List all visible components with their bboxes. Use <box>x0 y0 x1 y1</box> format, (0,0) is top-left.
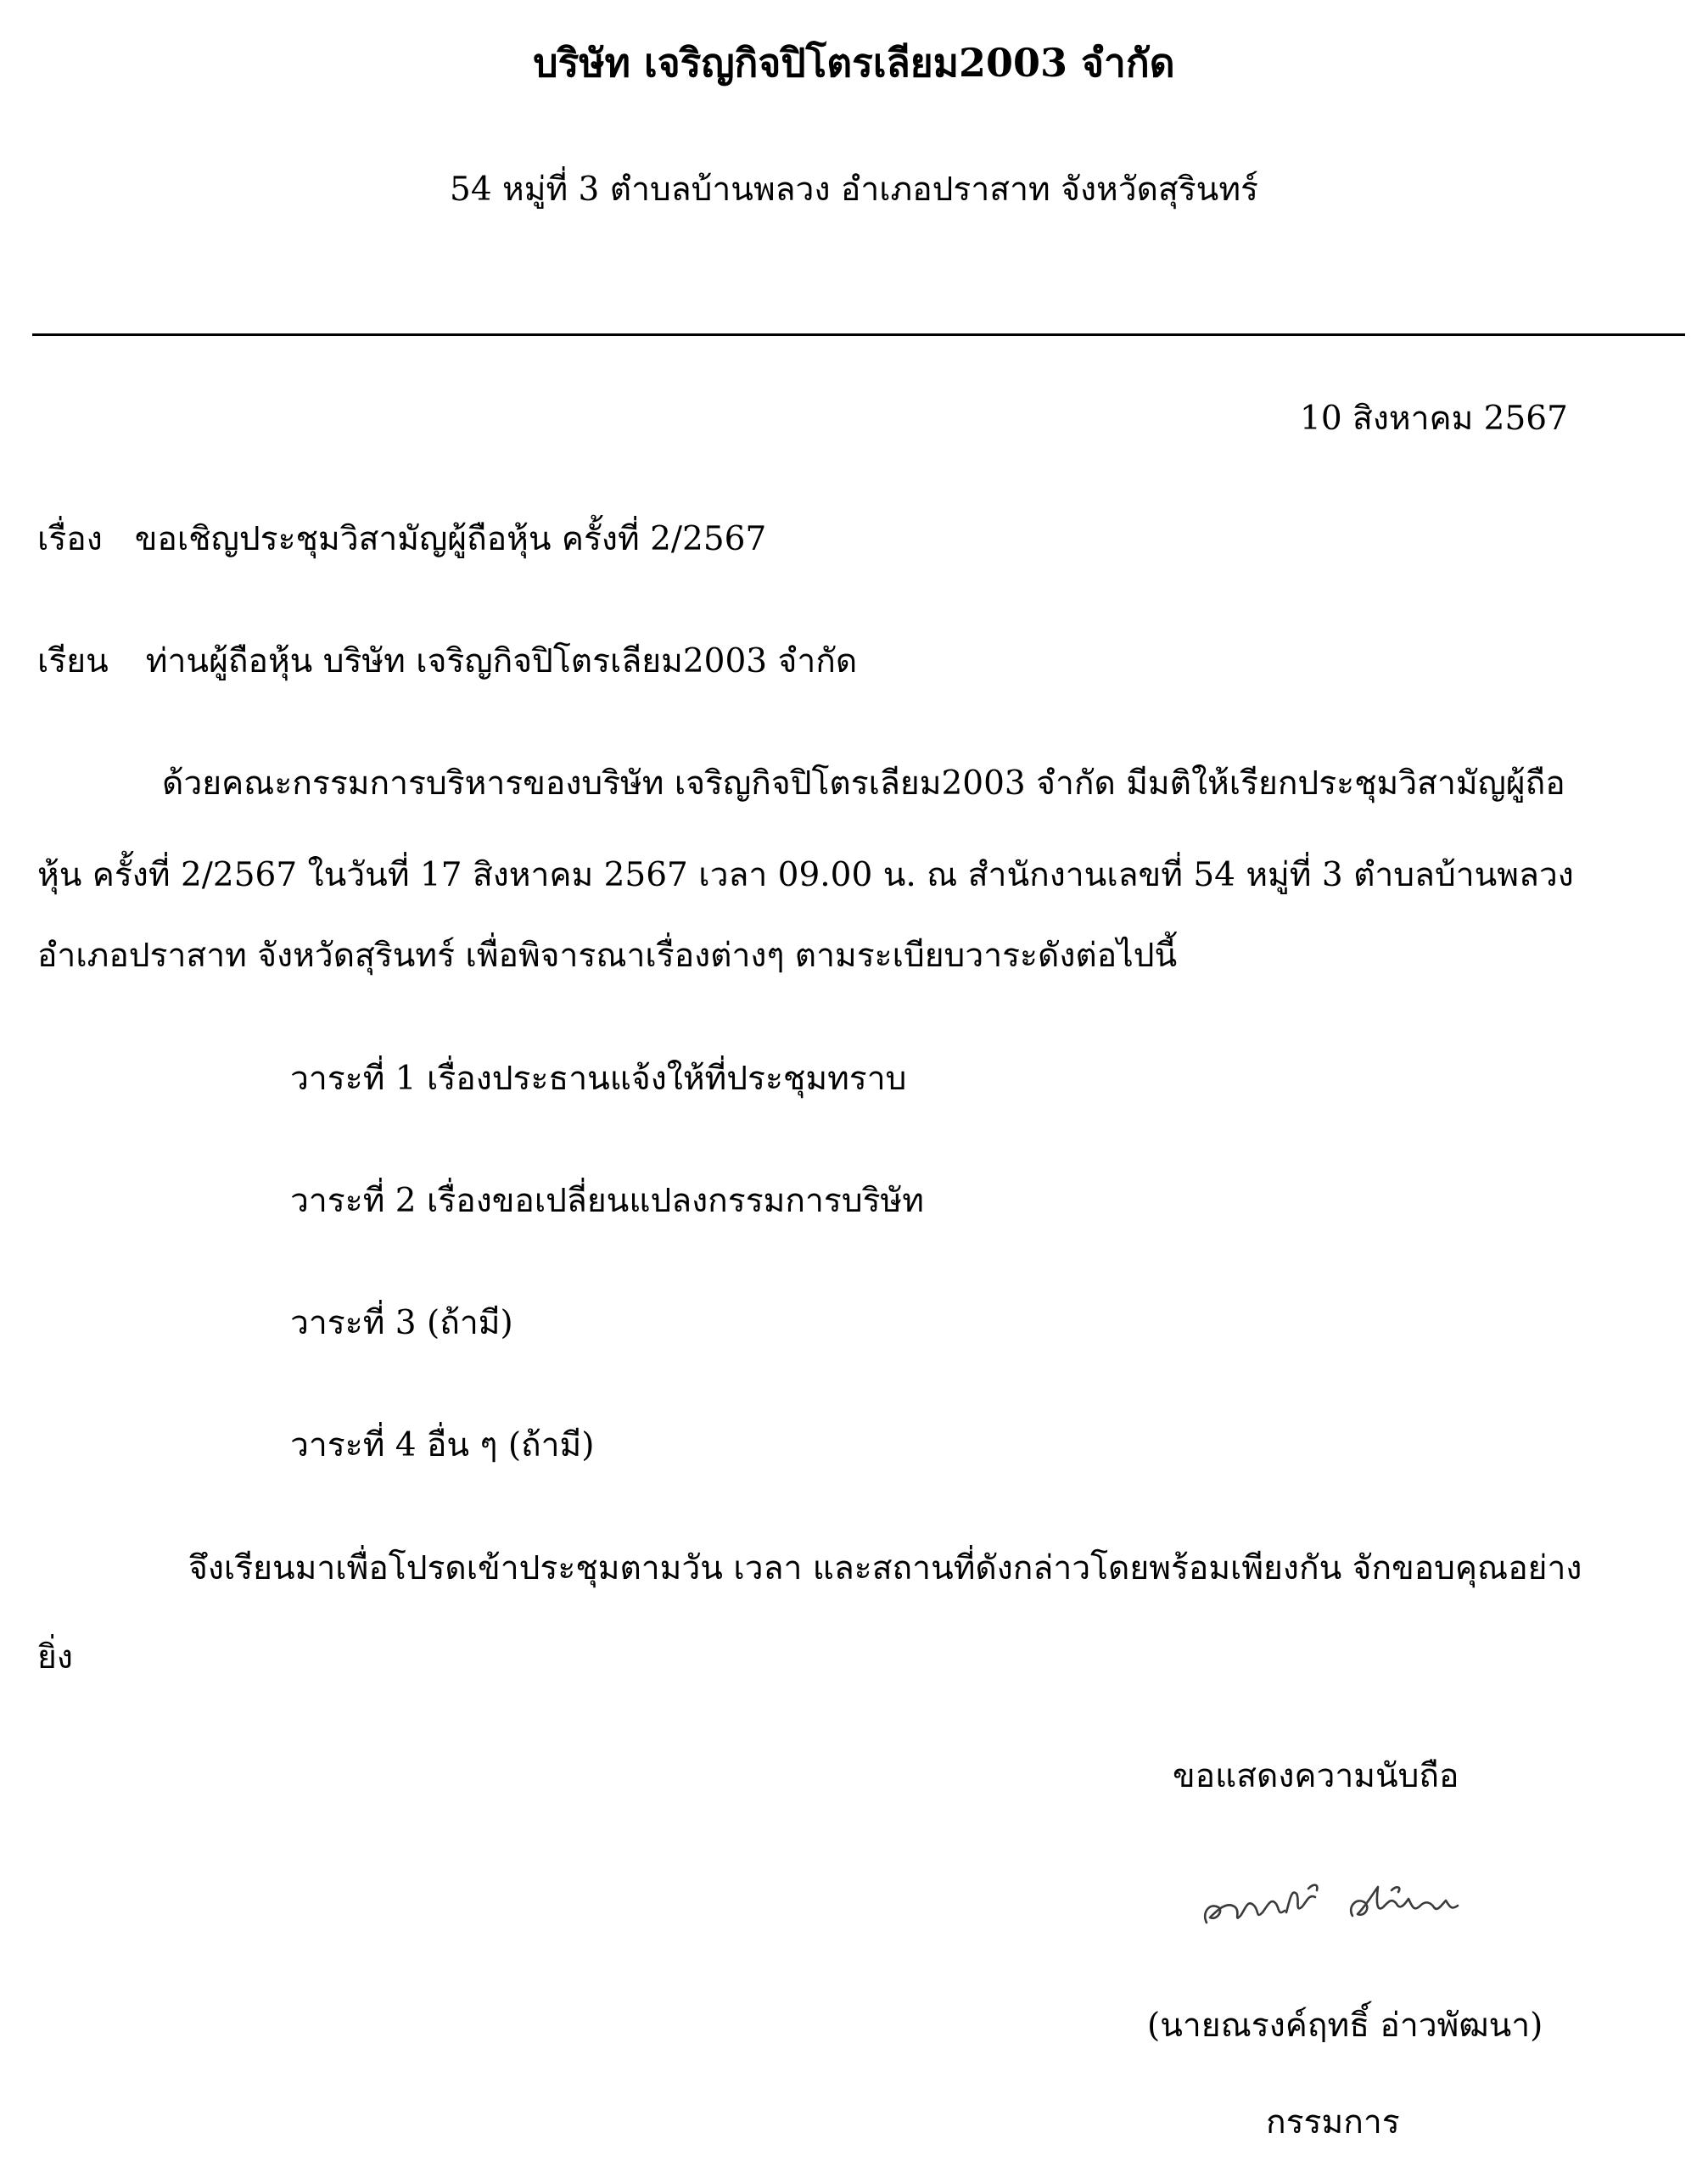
subject-line <box>37 512 766 565</box>
company-name: บริษัท เจริญกิจปิโตรเลียม2003 จำกัด <box>533 40 1175 86</box>
body-line-1: ด้วยคณะกรรมการบริหารของบริษัท เจริญกิจปิโตรเลียม2003 จำกัด มีมติให้เรียกประชุมวิสามัญผู้ถือ <box>162 764 1565 803</box>
salutation-text: ท่านผู้ถือหุ้น บริษัท เจริญกิจปิโตรเลียม2003 จำกัด <box>145 642 858 680</box>
agenda-item-4: วาระที่ 4 อื่น ๆ (ถ้ามี) <box>290 1426 595 1464</box>
subject-label: เรื่อง <box>37 520 103 558</box>
salutation-label: เรียน <box>37 642 109 680</box>
company-address: 54 หมู่ที่ 3 ตำบลบ้านพลวง อำเภอปราสาท จังหวัดสุรินทร์ <box>450 171 1258 209</box>
closing-phrase: ขอแสดงความนับถือ <box>1173 1757 1459 1795</box>
header-divider <box>32 333 1685 336</box>
signer-title: กรรมการ <box>1266 2103 1400 2141</box>
salutation-line <box>37 635 857 687</box>
signer-name: (นายณรงค์ฤทธิ์ อ่าวพัฒนา) <box>1147 2007 1543 2045</box>
subject-text: ขอเชิญประชุมวิสามัญผู้ถือหุ้น ครั้งที่ 2/2567 <box>134 520 767 558</box>
agenda-item-2: วาระที่ 2 เรื่องขอเปลี่ยนแปลงกรรมการบริษัท <box>290 1182 924 1220</box>
agenda-item-3: วาระที่ 3 (ถ้ามี) <box>290 1304 513 1342</box>
agenda-item-1: วาระที่ 1 เรื่องประธานแจ้งให้ที่ประชุมทราบ <box>290 1060 907 1098</box>
letter-date: 10 สิงหาคม 2567 <box>1300 400 1568 438</box>
closing-line-1: จึงเรียนมาเพื่อโปรดเข้าประชุมตามวัน เวลา และสถานที่ดังกล่าวโดยพร้อมเพียงกัน จักขอบคุณอย่าง <box>188 1549 1582 1587</box>
handwritten-signature <box>1191 1863 1480 1940</box>
closing-line-2: ยิ่ง <box>37 1638 73 1677</box>
body-line-3: อำเภอปราสาท จังหวัดสุรินทร์ เพื่อพิจารณาเรื่องต่างๆ ตามระเบียบวาระดังต่อไปนี้ <box>37 937 1178 975</box>
body-line-2: หุ้น ครั้งที่ 2/2567 ในวันที่ 17 สิงหาคม 2567 เวลา 09.00 น. ณ สำนักงานเลขที่ 54 หมู่ที่ 3 ตำบลบ้านพลวง <box>37 856 1574 894</box>
